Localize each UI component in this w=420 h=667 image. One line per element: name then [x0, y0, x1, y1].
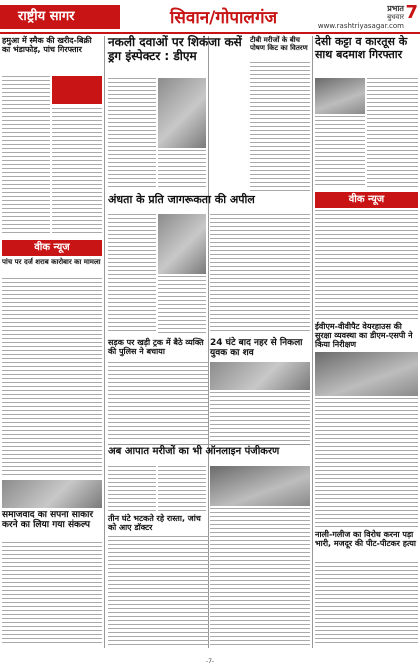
story-body: [2, 542, 102, 646]
column-rule: [312, 36, 313, 648]
story-body: [315, 398, 418, 528]
story-lead-right: [315, 36, 418, 76]
column-rule: [208, 36, 209, 648]
headline: नकली दवाओं पर शिकंजा कसें ड्रग इंस्पेक्टर : डीएम: [108, 35, 242, 63]
story-body: [315, 116, 365, 188]
story-right-mid: [315, 322, 418, 350]
headline: पांच पर दर्ज शराब कारोबार का मामला: [2, 258, 101, 266]
page-number: 7: [405, 2, 418, 23]
news-photo: [210, 466, 310, 506]
story-body: [52, 108, 102, 236]
story-body: [2, 278, 102, 478]
news-photo: [158, 214, 206, 274]
headline: ईवीएम-वीवीपैट वेयरहाउस की सुरक्षा व्यवस्था का डीएम-एसपी ने किया निरीक्षण: [315, 322, 413, 349]
headline: सड़क पर खड़ी ट्रक में बैठे व्यक्ति की पुलिस ने बचाया: [108, 338, 204, 356]
story-body: [158, 466, 206, 512]
story-mid-2: [108, 338, 208, 360]
headline: अब आपात मरीजों का भी ऑनलाइन पंजीकरण: [108, 446, 280, 457]
story-left-mid: [2, 258, 102, 276]
story-body: [210, 508, 310, 646]
story-body: [108, 214, 156, 334]
story-lead-main: [108, 36, 248, 76]
headline: तीन घंटे भटकते रहे रास्ता, जांच को आए डॉक्टर: [108, 514, 201, 532]
story-body: [210, 214, 310, 334]
news-photo: [158, 78, 206, 148]
headline: 24 घंटे बाद नहर से निकला युवक का शव: [210, 338, 303, 358]
story-body: [158, 150, 206, 190]
section-strip: वीक न्यूज: [315, 192, 418, 208]
news-photo: [210, 362, 310, 390]
headline: नाली-गलीज का विरोध करना पड़ा भारी, मजदूर की पीट-पीटकर हत्या: [315, 530, 416, 548]
story-body: [250, 62, 310, 192]
story-body: [2, 76, 50, 236]
news-photo: [2, 480, 102, 508]
story-right-bottom: [315, 530, 418, 560]
story-body: [108, 536, 208, 646]
story-lead-left: [2, 36, 102, 74]
headline: देसी कट्टा व कारतूस के साथ बदमाश गिरफ्तार: [315, 35, 408, 61]
header-meta: [318, 4, 404, 31]
site-url: www.rashtriyasagar.com: [317, 22, 404, 30]
footer-page-text: -7-: [205, 658, 215, 665]
footer-page-marker: [190, 648, 230, 665]
masthead: [0, 0, 420, 34]
story-body: [108, 362, 208, 442]
pull-quote: [52, 76, 102, 104]
news-photo: [315, 352, 418, 396]
issue-date: बुधवार: [387, 13, 404, 21]
headline: अंधता के प्रति जागरूकता की अपील: [108, 193, 255, 206]
story-body: [108, 78, 156, 188]
story-bottom-1: [108, 514, 208, 534]
brand-name: प्रभात: [387, 4, 404, 13]
headline: टीबी मरीजों के बीच पोषण किट का वितरण: [250, 36, 308, 52]
story-awareness: [108, 194, 310, 212]
section-strip: वीक न्यूज: [2, 240, 102, 256]
masthead-rule: [0, 32, 420, 34]
story-mid-bottom: [108, 446, 310, 464]
story-body: [210, 392, 310, 444]
story-rule: [108, 444, 310, 445]
story-body: [108, 466, 156, 512]
story-body: [158, 276, 206, 334]
section-label: राष्ट्रीय सागर: [0, 5, 120, 29]
headline: समाजवाद का सपना साकार करने का लिया गया संकल्प: [2, 510, 94, 530]
story-body: [367, 78, 418, 188]
story-left-bottom: [2, 510, 102, 540]
headline: हमुआ में स्मैक की खरीद-बिक्री का भंडाफोड़, पांच गिरफ्तार: [2, 36, 92, 55]
story-body: [315, 210, 418, 320]
story-mid-3: [210, 338, 310, 360]
story-col3: [250, 36, 310, 60]
column-rule: [104, 36, 105, 648]
edition-title: सिवान/गोपालगंज: [170, 8, 278, 28]
story-body: [315, 562, 418, 646]
news-photo: [315, 78, 365, 114]
